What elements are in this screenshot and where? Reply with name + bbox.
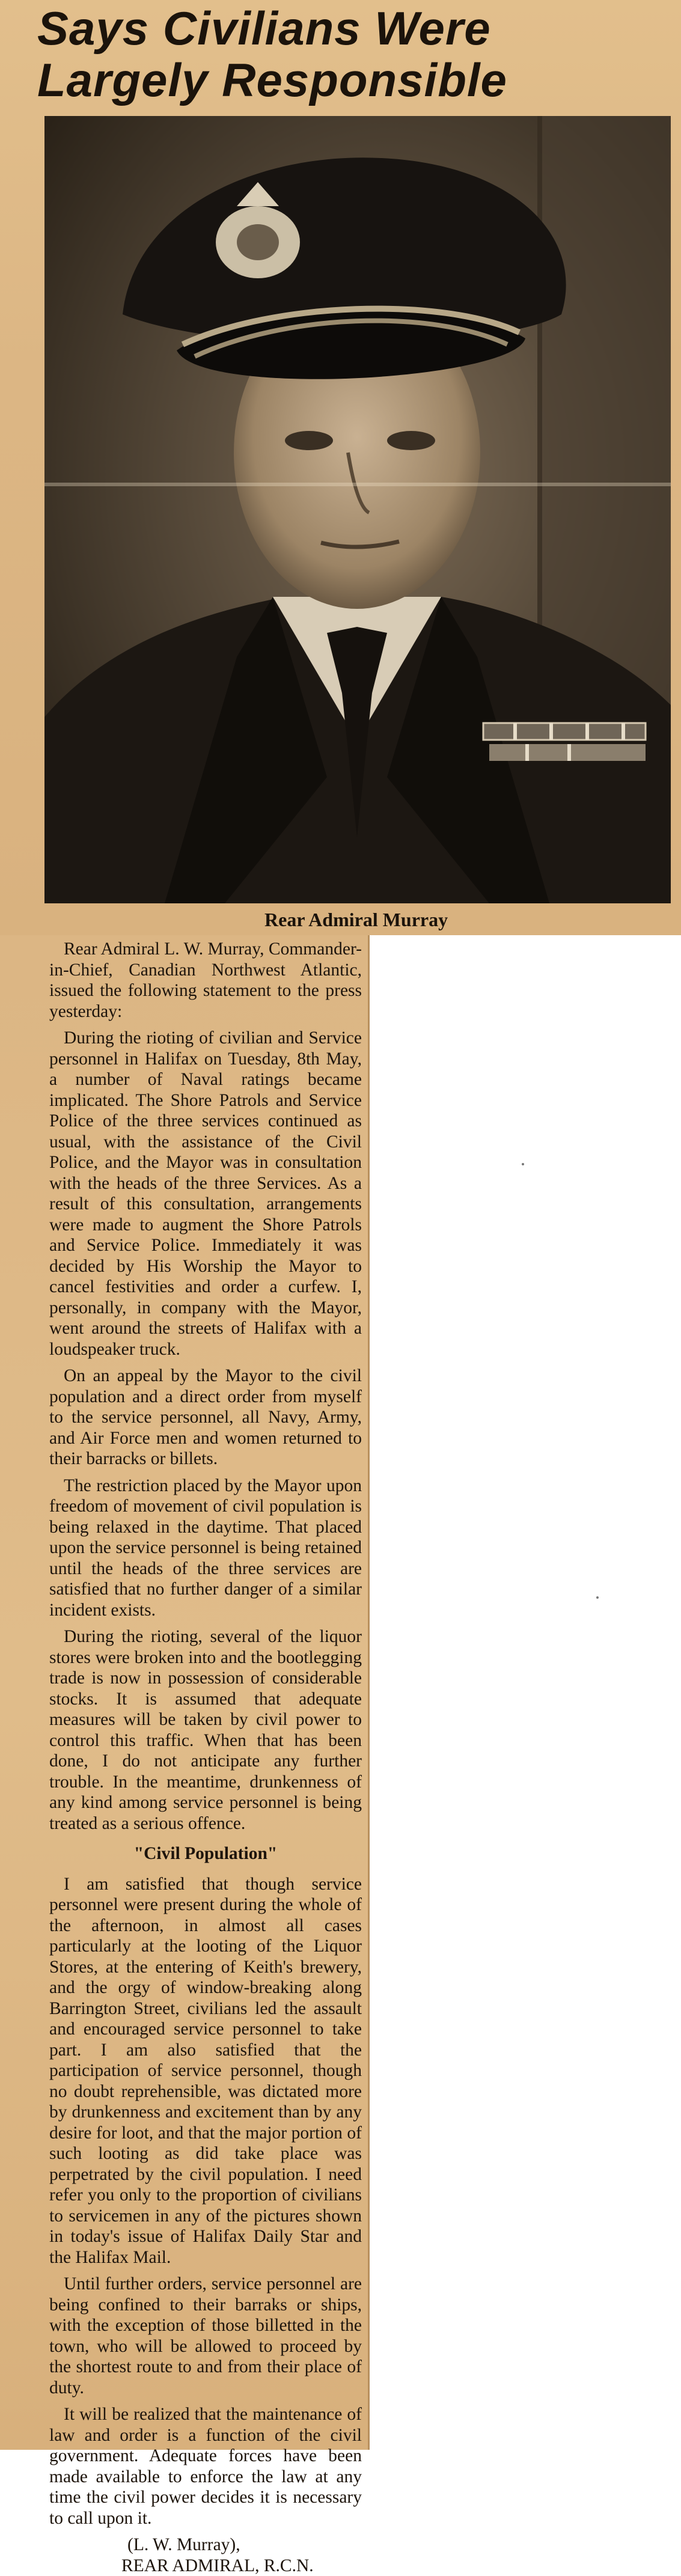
headline-line-1: Says Civilians Were xyxy=(37,5,644,52)
dust-speck xyxy=(596,1596,599,1599)
signature-name: (L. W. Murray), xyxy=(49,2535,362,2556)
article-paragraph: During the rioting of civilian and Service personnel in Halifax on Tuesday, 8th May, a number of Naval ratings became implicated. The Shore Patrols and Service Police of the three services continued as usual, with the assistance of the Civil Police, and the Mayor was in consultation with the heads of the three Services. As a result of this consultation, arrangements were made to augment the Shore Patrols and Service Police. Immediately it was decided by His Worship the Mayor to cancel festivities and order a curfew. I, personally, in company with the Mayor, went around the streets of Halifax with a loudspeaker truck. xyxy=(49,1028,362,1360)
signature-title: REAR ADMIRAL, R.C.N. xyxy=(49,2556,362,2576)
article-paragraph: On an appeal by the Mayor to the civil population and a direct order from myself to the service personnel, all Navy, Army, and Air Force men and women returned to their barracks or billets. xyxy=(49,1366,362,1470)
article-paragraph: Until further orders, service personnel are being confined to their barraks or ships, with the exception of those billetted in the town, who will be allowed to proceed by the shortest route to and from their place of duty. xyxy=(49,2274,362,2398)
article-intro: Rear Admiral L. W. Murray, Commander-in-Chief, Canadian Northwest Atlantic, issued the following statement to the press yesterday: xyxy=(49,939,362,1022)
admiral-portrait-photo xyxy=(44,116,671,903)
article-paragraph: It will be realized that the maintenance of law and order is a function of the civil government. Adequate forces have been made available to enforce the law at any time the civil power decides it is necessary to call upon it. xyxy=(49,2404,362,2529)
dust-speck xyxy=(522,1163,524,1165)
article-paragraph: I am satisfied that though service personnel were present during the whole of the afternoon, in almost all cases particularly at the looting of the Liquor Stores, at the entering of Keith's brewery, and the orgy of window-breaking along Barrington Street, civilians led the assault and encouraged service personnel to take part. I am also satisfied that the participation of service personnel, though no doubt reprehensible, was dictated more by drunkenness and excitement than by any desire for loot, and that the major portion of such looting as did take place was perpetrated by the civil population. I need refer you only to the proportion of civilians to servicemen in any of the pictures shown in today's issue of Halifax Daily Star and the Halifax Mail. xyxy=(49,1874,362,2268)
article-subhead: "Civil Population" xyxy=(49,1843,362,1864)
article-paragraph: During the rioting, several of the liquor stores were broken into and the bootlegging trade is now in possession of considerable stocks. It is assumed that adequate measures will be taken by civil power to control this traffic. When that has been done, I do not anticipate any further trouble. In the meantime, drunkenness of any kind among service personnel is being treated as a serious offence. xyxy=(49,1626,362,1834)
photo-caption: Rear Admiral Murray xyxy=(264,909,448,931)
portrait-illustration xyxy=(44,116,671,903)
article-paragraph: The restriction placed by the Mayor upon freedom of movement of civil population is being relaxed in the daytime. That placed upon the service personnel is being retained until the heads of the three services are satisfied that no further danger of a similar incident exists. xyxy=(49,1476,362,1621)
headline-line-2: Largely Responsible xyxy=(37,56,644,103)
article-body xyxy=(49,939,362,2576)
